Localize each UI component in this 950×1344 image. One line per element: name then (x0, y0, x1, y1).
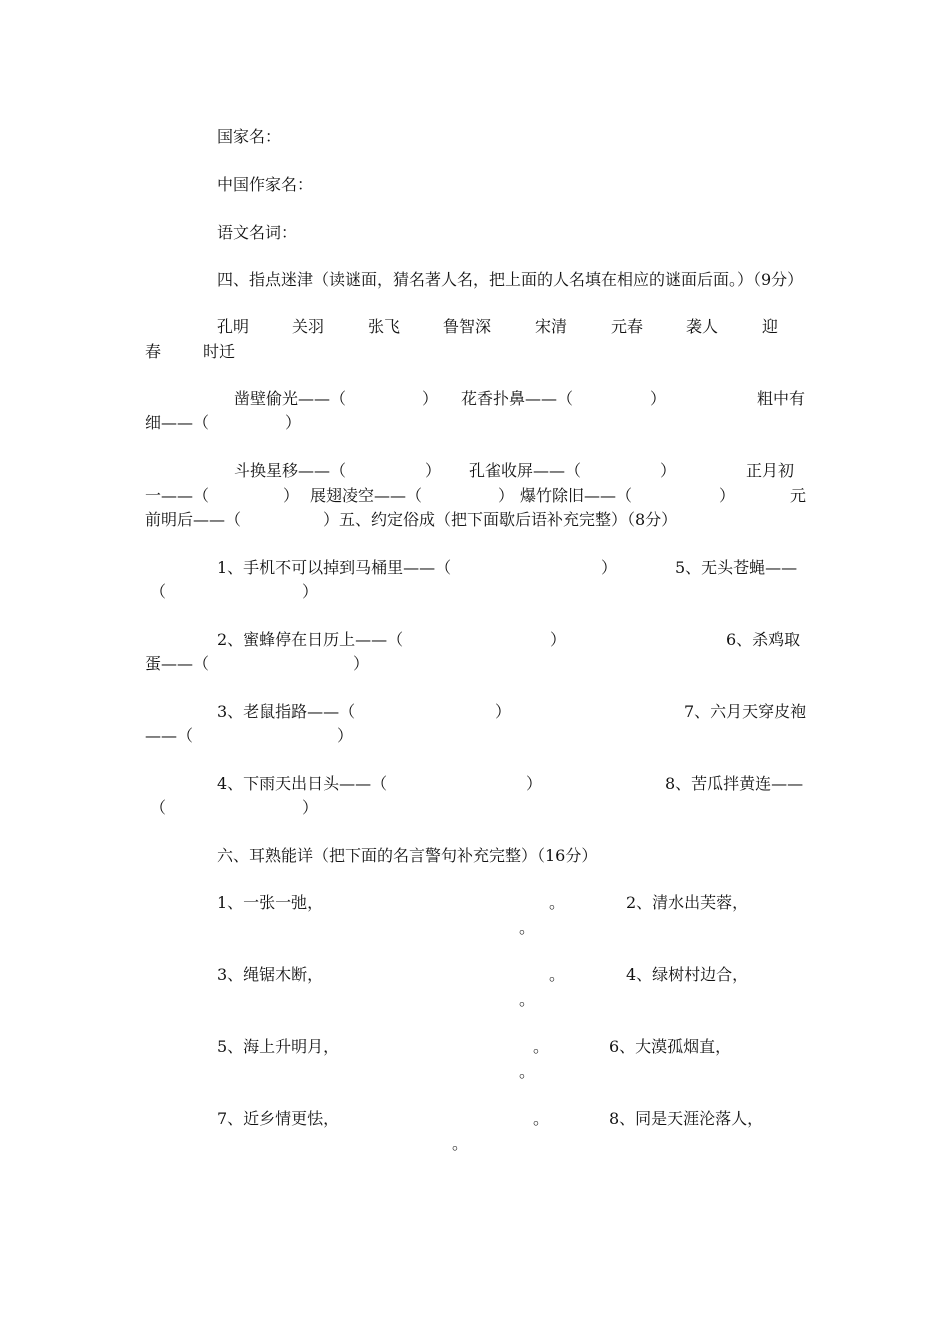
riddle: 正月初 (746, 461, 795, 480)
quote-item: 8、同是天涯沦落人， (609, 1109, 764, 1128)
quote-item: 7、近乡情更怯， (217, 1109, 340, 1128)
xiehouyu-item: ——（ (145, 726, 194, 745)
quote-end: 。 (519, 918, 536, 937)
xiehouyu-blank-close: ） (550, 630, 567, 649)
xiehouyu-blank-close: ） (526, 774, 543, 793)
name-option: 袭人 (686, 317, 719, 336)
name-option: 鲁智深 (443, 317, 492, 336)
riddle-blank-close: ） (285, 413, 302, 432)
riddle-blank-close: ） (498, 486, 515, 505)
name-option: 关羽 (292, 317, 325, 336)
xiehouyu-item: 5、无头苍蝇—— (675, 558, 798, 577)
xiehouyu-item: 1、手机不可以掉到马桶里——（ (217, 558, 452, 577)
xiehouyu-item: 4、下雨天出日头——（ (217, 774, 388, 793)
quote-item: 5、海上升明月， (217, 1037, 340, 1056)
section-six-heading: 六、耳熟能详（把下面的名言警句补充完整）（16分） (217, 846, 598, 865)
quote-item: 6、大漠孤烟直， (609, 1037, 732, 1056)
chinese-terms-label: 语文名词： (217, 223, 298, 242)
name-option: 春 (145, 342, 162, 361)
xiehouyu-blank-close: ） (353, 654, 370, 673)
xiehouyu-blank-open: （ (150, 798, 167, 817)
xiehouyu-blank-open: （ (150, 582, 167, 601)
xiehouyu-blank-close: ） (601, 558, 618, 577)
riddle: 一——（ (145, 486, 210, 505)
name-option: 张飞 (368, 317, 401, 336)
riddle-blank-close: ） (650, 389, 667, 408)
xiehouyu-blank-close: ） (495, 702, 512, 721)
section-four-heading: 四、指点迷津（读谜面，猜名著人名，把上面的人名填在相应的谜面后面。）（9分） (217, 270, 804, 289)
xiehouyu-item: 8、苦瓜拌黄连—— (665, 774, 804, 793)
xiehouyu-blank-close: ） (302, 798, 319, 817)
quote-end: 。 (549, 965, 566, 984)
quote-item: 3、绳锯木断， (217, 965, 324, 984)
chinese-writer-label: 中国作家名： (217, 175, 314, 194)
quote-end: 。 (533, 1109, 550, 1128)
name-option: 时迁 (203, 342, 236, 361)
quote-item: 2、清水出芙蓉， (626, 893, 749, 912)
quote-end: 。 (452, 1134, 469, 1153)
riddle-blank-close: ） (719, 486, 736, 505)
riddle: 细——（ (145, 413, 210, 432)
riddle: 展翅凌空——（ (310, 486, 423, 505)
country-name-label: 国家名： (217, 127, 282, 146)
riddle-blank-close: ） (425, 461, 442, 480)
xiehouyu-item: 6、杀鸡取 (726, 630, 801, 649)
riddle: 斗换星移——（ (234, 461, 347, 480)
quote-end: 。 (519, 1062, 536, 1081)
riddle: 凿壁偷光——（ (234, 389, 347, 408)
quote-item: 4、绿树村边合， (626, 965, 749, 984)
riddle-blank-close: ） (283, 486, 300, 505)
name-option: 宋清 (535, 317, 568, 336)
riddle: 花香扑鼻——（ (461, 389, 574, 408)
xiehouyu-item: 7、六月天穿皮袍 (684, 702, 807, 721)
riddle: 元 (790, 486, 807, 505)
quote-item: 1、一张一弛， (217, 893, 324, 912)
riddle-blank-close: ） (660, 461, 677, 480)
xiehouyu-item: 2、蜜蜂停在日历上——（ (217, 630, 404, 649)
quote-end: 。 (519, 990, 536, 1009)
riddle: 孔雀收屏——（ (469, 461, 582, 480)
quote-end: 。 (549, 893, 566, 912)
name-option: 元春 (611, 317, 644, 336)
name-option: 孔明 (217, 317, 250, 336)
xiehouyu-blank-close: ） (302, 582, 319, 601)
riddle-blank-close: ） (422, 389, 439, 408)
xiehouyu-item: 3、老鼠指路——（ (217, 702, 356, 721)
quote-end: 。 (533, 1037, 550, 1056)
riddle: 爆竹除旧——（ (520, 486, 633, 505)
xiehouyu-blank-close: ） (337, 726, 354, 745)
xiehouyu-item: 蛋——（ (145, 654, 210, 673)
riddle: 前明后——（ (145, 510, 242, 529)
riddle: 粗中有 (757, 389, 806, 408)
section-five-heading: ）五、约定俗成（把下面歇后语补充完整）（8分） (323, 510, 678, 529)
name-option: 迎 (762, 317, 779, 336)
